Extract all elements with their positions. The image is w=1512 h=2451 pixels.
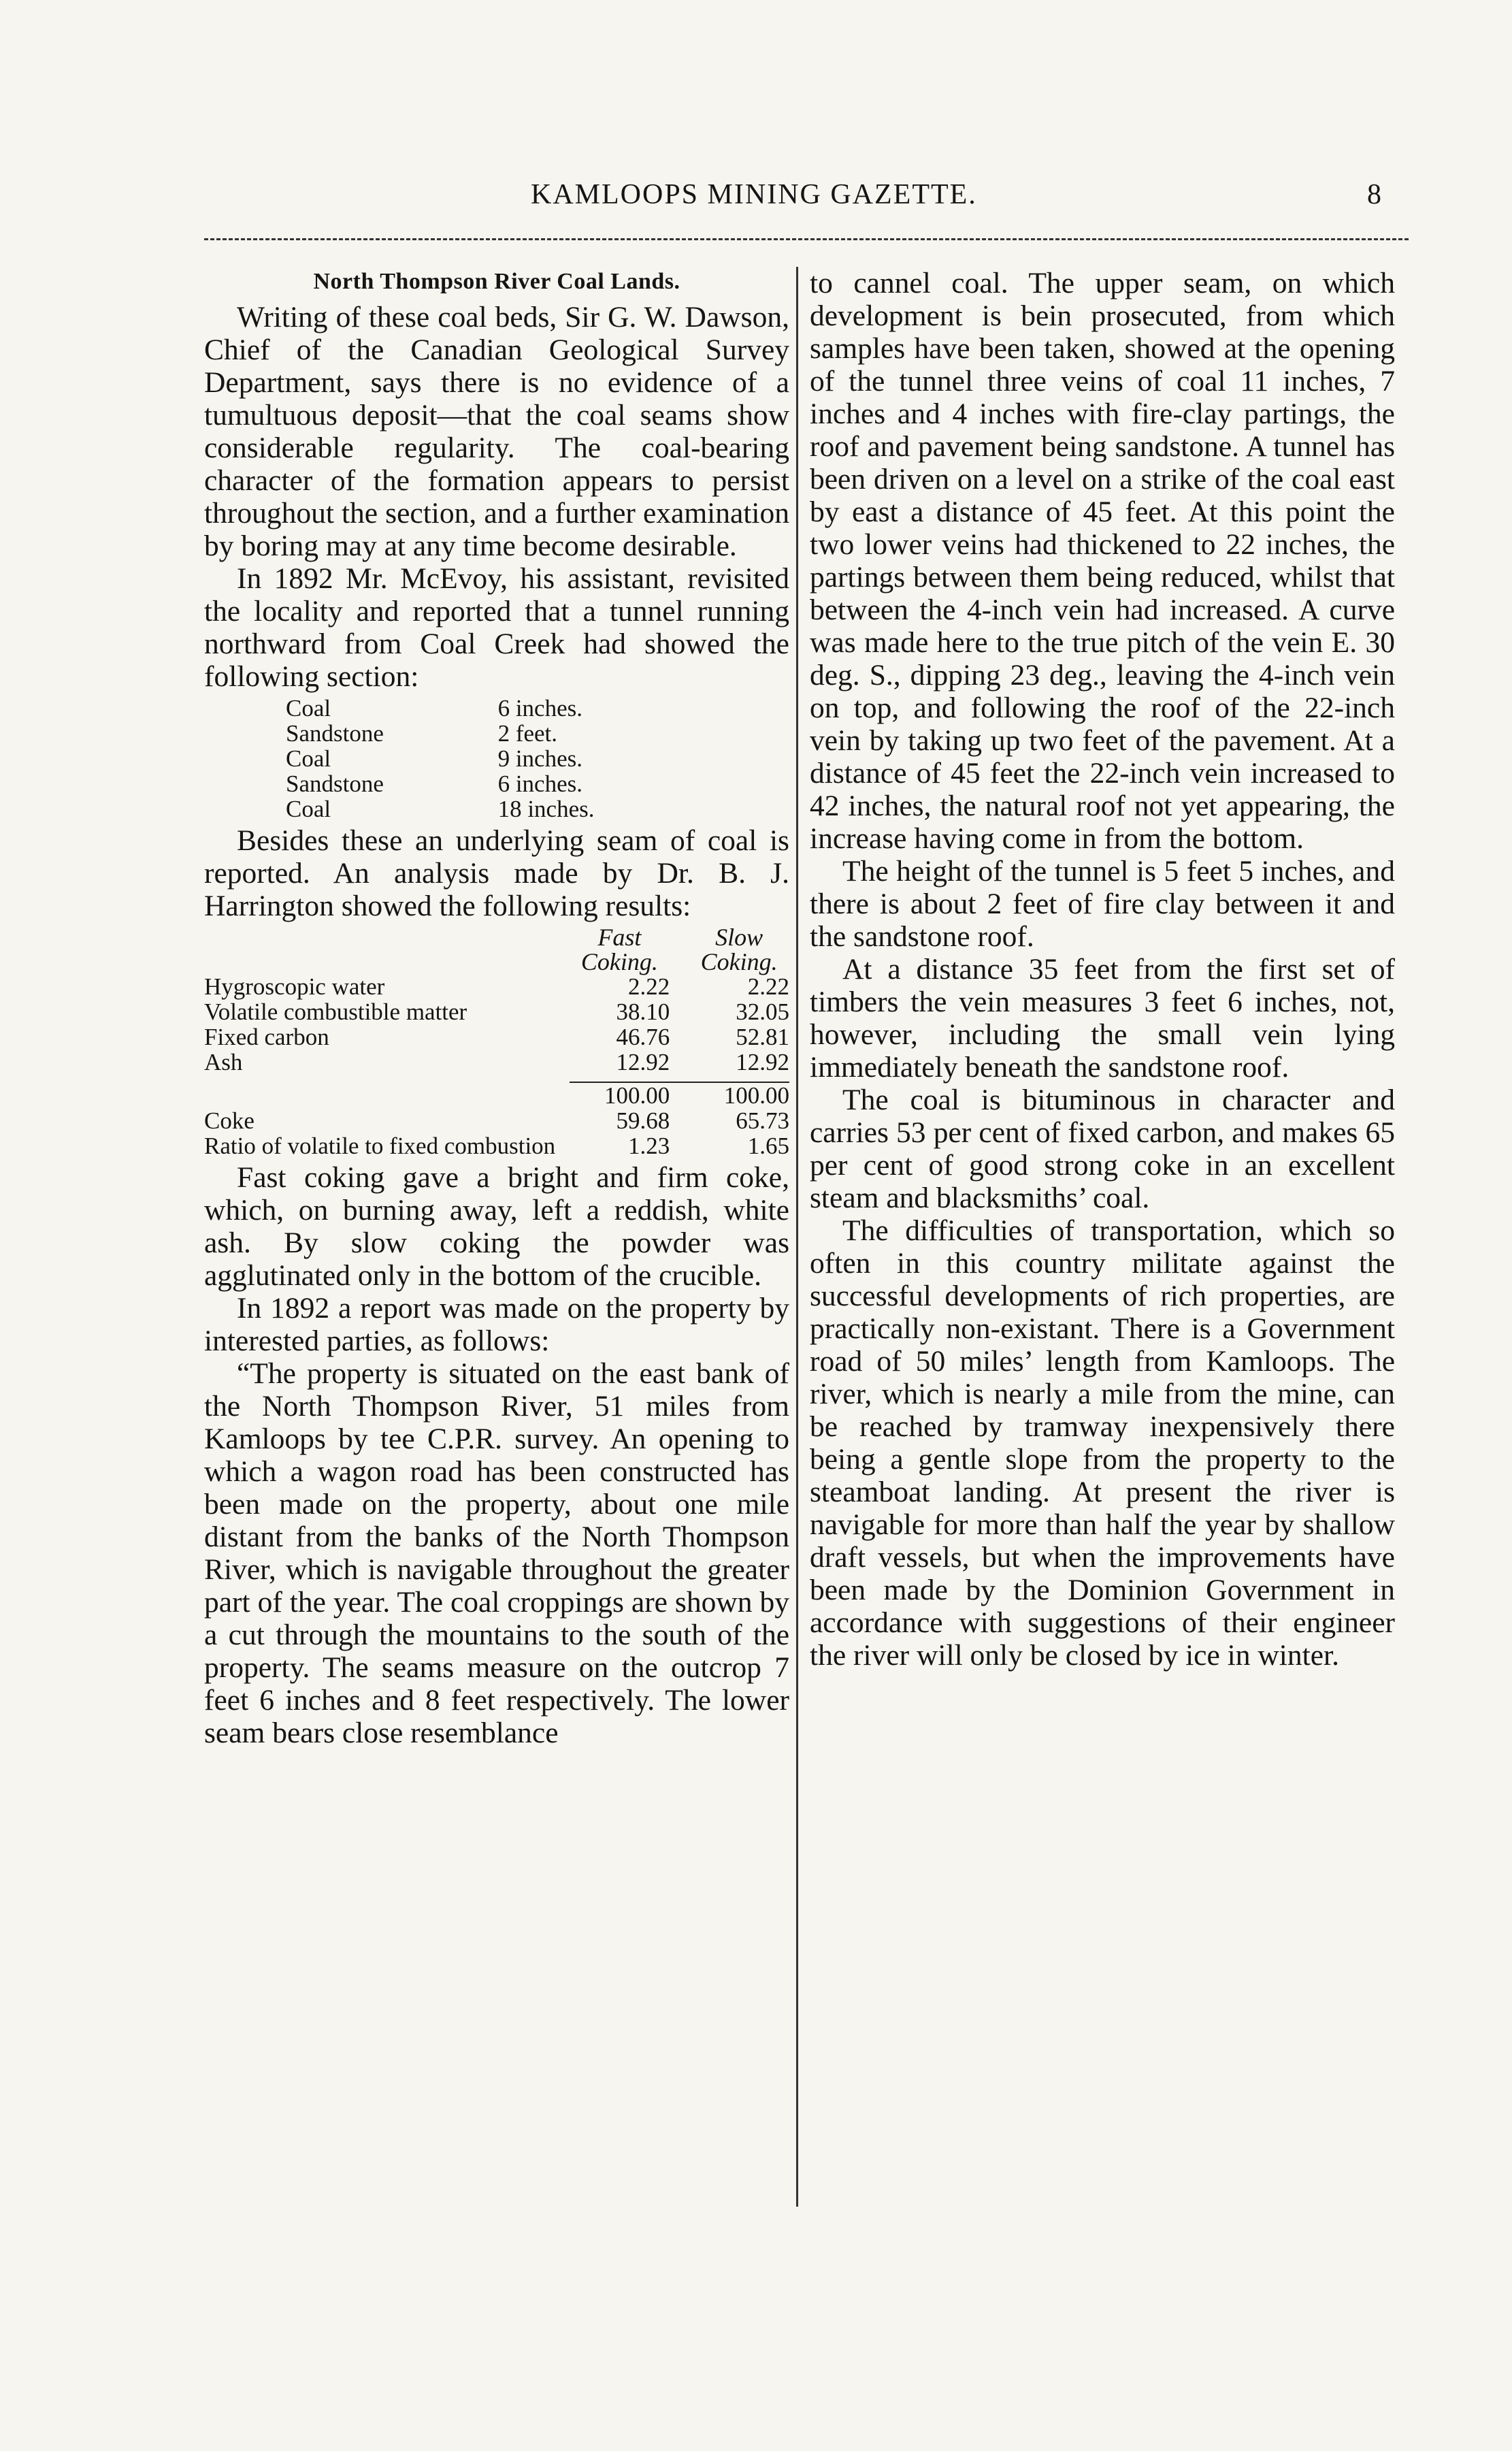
paragraph: The height of the tunnel is 5 feet 5 inches, and there is about 2 feet of fire clay between it and the sandstone roof. — [810, 855, 1395, 953]
section-value: 6 inches. — [497, 695, 582, 721]
section-row — [286, 796, 708, 822]
analysis-row — [204, 974, 789, 999]
section-row — [286, 746, 708, 771]
article-title: North Thompson River Coal Lands. — [313, 269, 680, 294]
paragraph: The difficulties of transportation, which so often in this country militate against the successful developments of rich properties, are practically non-existant. There is a Government road of 50 miles’ length from Kamloops. The river, which is nearly a mile from the mine, can be reached by tramway inexpensively there being a gentle slope from the property to the steamboat landing. At present the river is navigable for more than half the year by shallow draft vessels, but when the improvements have been made by the Dominion Government in accordance with suggestions of their engineer the river will only be closed by ice in winter. — [810, 1214, 1395, 1672]
slow-value: 52.81 — [736, 1024, 789, 1050]
slow-value: 32.05 — [736, 999, 789, 1025]
fast-value: 46.76 — [616, 1024, 670, 1050]
analysis-label: Ash — [204, 1049, 243, 1075]
section-row — [286, 696, 708, 721]
paragraph: to cannel coal. The upper seam, on which development is bein prosecuted, from which samples have been taken, showed at the opening of the tunnel three veins of coal 11 inches, 7 inches and 4 inches with fire-clay partings, the roof and pavement being sandstone. A tunnel has been driven on a level on a strike of the coal east by east a distance of 45 feet. At this point the two lower veins had thickened to 22 inches, the partings between them being reduced, whilst that between the 4-inch vein had increased. A curve was made here to the true pitch of the vein E. 30 deg. S., dipping 23 deg., leaving the 4-inch vein on top, and following the roof of the 22-inch vein by taking up two feet of the pavement. At a distance of 45 feet the 22-inch vein increased to 42 inches, the natural roof not yet appearing, the increase having come in from the bottom. — [810, 267, 1395, 855]
analysis-row — [204, 1024, 789, 1050]
header-rule — [204, 238, 1409, 240]
section-row — [286, 771, 708, 796]
analysis-row — [204, 1075, 789, 1082]
section-row — [286, 721, 708, 746]
analysis-row — [204, 999, 789, 1024]
analysis-label: Volatile combustible matter — [204, 999, 467, 1025]
section-value: 2 feet. — [497, 720, 558, 747]
analysis-label: Coke — [204, 1107, 254, 1134]
analysis-row — [204, 1082, 789, 1108]
slow-value: 100.00 — [723, 1082, 789, 1109]
slow-value: 12.92 — [736, 1049, 789, 1075]
left-column — [204, 267, 789, 1749]
fast-coking-header: Fast Coking. — [580, 924, 658, 975]
fast-value: 100.00 — [604, 1082, 670, 1109]
analysis-label: Fixed carbon — [204, 1024, 329, 1050]
section-value: 18 inches. — [497, 796, 595, 822]
paragraph: In 1892 Mr. McEvoy, his assistant, revisited the locality and reported that a tunnel running northward from Coal Creek had showed the following section: — [204, 562, 789, 693]
analysis-row — [204, 1133, 789, 1158]
slow-coking-header: Slow Coking. — [700, 924, 778, 975]
slow-value: 1.65 — [747, 1133, 789, 1159]
running-title: KAMLOOPS MINING GAZETTE. — [531, 179, 977, 210]
fast-value: 38.10 — [616, 999, 670, 1025]
section-value: 6 inches. — [497, 770, 582, 797]
section-label: Coal — [286, 745, 331, 772]
section-label: Coal — [286, 796, 331, 822]
analysis-label: Hygroscopic water — [204, 973, 385, 1000]
fast-value: 1.23 — [628, 1133, 670, 1159]
slow-value: 2.22 — [747, 973, 789, 1000]
analysis-row — [204, 1108, 789, 1133]
analysis-row — [204, 1050, 789, 1075]
paragraph: Writing of these coal beds, Sir G. W. Dawson, Chief of the Canadian Geological Survey Department, says there is no evidence of a tumultuous deposit—that the coal seams show considerable regularity. The coal-bearing character of the formation appears to persist throughout the section, and a further examination by boring may at any time become desirable. — [204, 301, 789, 562]
page-header — [204, 178, 1409, 219]
fast-value: 2.22 — [628, 973, 670, 1000]
section-label: Sandstone — [286, 720, 384, 747]
right-column — [810, 267, 1395, 1672]
column-divider — [796, 267, 798, 2207]
paragraph: Fast coking gave a bright and firm coke, which, on burning away, left a reddish, white ash. By slow coking the powder was agglutinated only in the bottom of the crucible. — [204, 1161, 789, 1292]
paragraph: In 1892 a report was made on the property by interested parties, as follows: — [204, 1292, 789, 1357]
section-table — [286, 696, 708, 822]
fast-value: 59.68 — [616, 1107, 670, 1134]
page-number: 8 — [1367, 179, 1381, 210]
analysis-table — [204, 925, 789, 1158]
fast-value: 12.92 — [616, 1049, 670, 1075]
section-label: Sandstone — [286, 770, 384, 797]
paragraph: “The property is situated on the east bank of the North Thompson River, 51 miles from Kamloops by tee C.P.R. survey. An opening to which a wagon road has been constructed has been made on the property, about one mile distant from the banks of the North Thompson River, which is navigable throughout the greater part of the year. The coal croppings are shown by a cut through the mountains to the south of the property. The seams measure on the outcrop 7 feet 6 inches and 8 feet respectively. The lower seam bears close resemblance — [204, 1357, 789, 1749]
section-label: Coal — [286, 695, 331, 721]
analysis-label: Ratio of volatile to fixed combustion — [204, 1133, 556, 1159]
paragraph: At a distance 35 feet from the first set of timbers the vein measures 3 feet 6 inches, not, however, including the small vein lying immediately beneath the sandstone roof. — [810, 953, 1395, 1084]
paragraph: The coal is bituminous in character and carries 53 per cent of fixed carbon, and makes 65 per cent of good strong coke in an excellent steam and blacksmiths’ coal. — [810, 1084, 1395, 1214]
slow-value: 65.73 — [736, 1107, 789, 1134]
section-value: 9 inches. — [497, 745, 582, 772]
paragraph: Besides these an underlying seam of coal is reported. An analysis made by Dr. B. J. Harrington showed the following results: — [204, 824, 789, 922]
